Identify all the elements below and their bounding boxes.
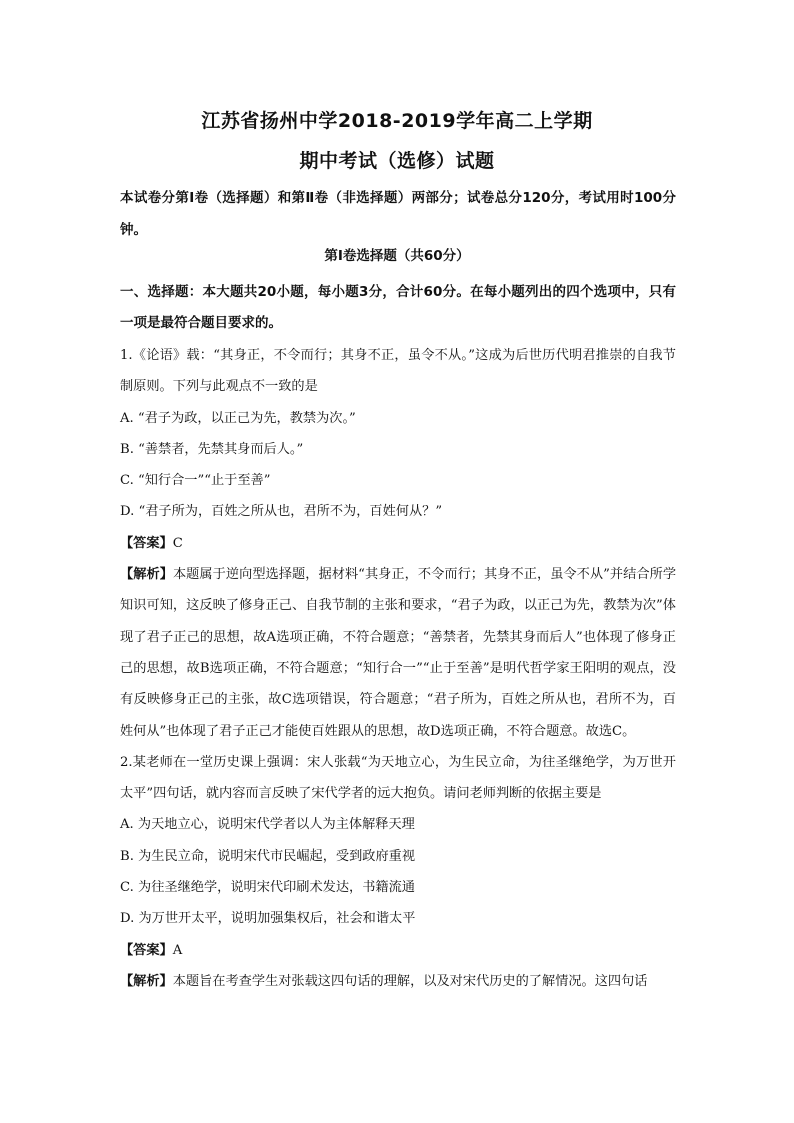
analysis-paragraph [120, 559, 676, 747]
analysis-label: 【解析】 [120, 567, 173, 583]
answer-value: A [172, 942, 183, 958]
option-a: A. “君子为政，以正己为先，教禁为次。” [120, 410, 356, 426]
option-c: C. “知行合一”“止于至善” [120, 473, 271, 489]
question-list [120, 340, 676, 997]
exam-intro: 本试卷分第Ⅰ卷（选择题）和第Ⅱ卷（非选择题）两部分；试卷总分120分，考试用时100分钟。 [120, 190, 676, 238]
option-c: C. 为往圣继绝学，说明宋代印刷术发达，书籍流通 [120, 880, 415, 896]
exam-title: 江苏省扬州中学2018-2019学年高二上学期 [201, 110, 593, 132]
answer-line [120, 935, 676, 966]
option-d: D. “君子所为，百姓之所从也，君所不为，百姓何从？” [120, 504, 443, 520]
option-d: D. 为万世开太平，说明加强集权后，社会和谐太平 [120, 911, 416, 927]
analysis-text: 本题属于逆向型选择题，据材料“其身正，不令而行；其身不正，虽令不从”并结合所学知识可知，这反映了修身正己、自我节制的主张和要求，“君子为政，以正己为先，教禁为次”体现了君子正己的思想，故A选项正确，不符合题意；“善禁者，先禁其身而后人”也体现了修身正己的思想，故B选项正确，不符合题意；“知行合一”“止于至善”是明代哲学家王阳明的观点，没有反映修身正己的主张，故C选项错误，符合题意；“君子所为，百姓之所从也，君所不为，百姓何从”也体现了君子正己才能使百姓跟从的思想，故D选项正确，不符合题意。故选C。 [120, 567, 677, 739]
answer-label: 【答案】 [120, 942, 173, 958]
analysis-label: 【解析】 [120, 973, 173, 989]
answer-label: 【答案】 [120, 535, 173, 551]
section-title: 第Ⅰ卷选择题（共60分） [324, 248, 470, 264]
question-stem: 2.某老师在一堂历史课上强调：宋人张载“为天地立心，为生民立命，为往圣继绝学，为万世开太平”四句话，就内容而言反映了宋代学者的远大抱负。请问老师判断的依据主要是 [120, 754, 676, 802]
analysis-paragraph [120, 966, 676, 997]
analysis-text: 本题旨在考查学生对张载这四句话的理解，以及对宋代历史的了解情况。这四句话 [172, 973, 648, 989]
answer-line [120, 528, 676, 559]
section-instructions: 一、选择题：本大题共20小题，每小题3分，合计60分。在每小题列出的四个选项中，只有一项是最符合题目要求的。 [120, 284, 676, 331]
exam-subtitle: 期中考试（选修）试题 [299, 150, 495, 172]
answer-value: C [172, 535, 183, 551]
option-b: B. 为生民立命，说明宋代市民崛起，受到政府重视 [120, 848, 416, 864]
question-stem: 1.《论语》载：“其身正，不令而行；其身不正，虽令不从。”这成为后世历代明君推崇的自我节制原则。下列与此观点不一致的是 [120, 348, 676, 395]
option-b: B. “善禁者，先禁其身而后人。” [120, 441, 304, 457]
option-a: A. 为天地立心，说明宋代学者以人为主体解释天理 [120, 817, 415, 833]
